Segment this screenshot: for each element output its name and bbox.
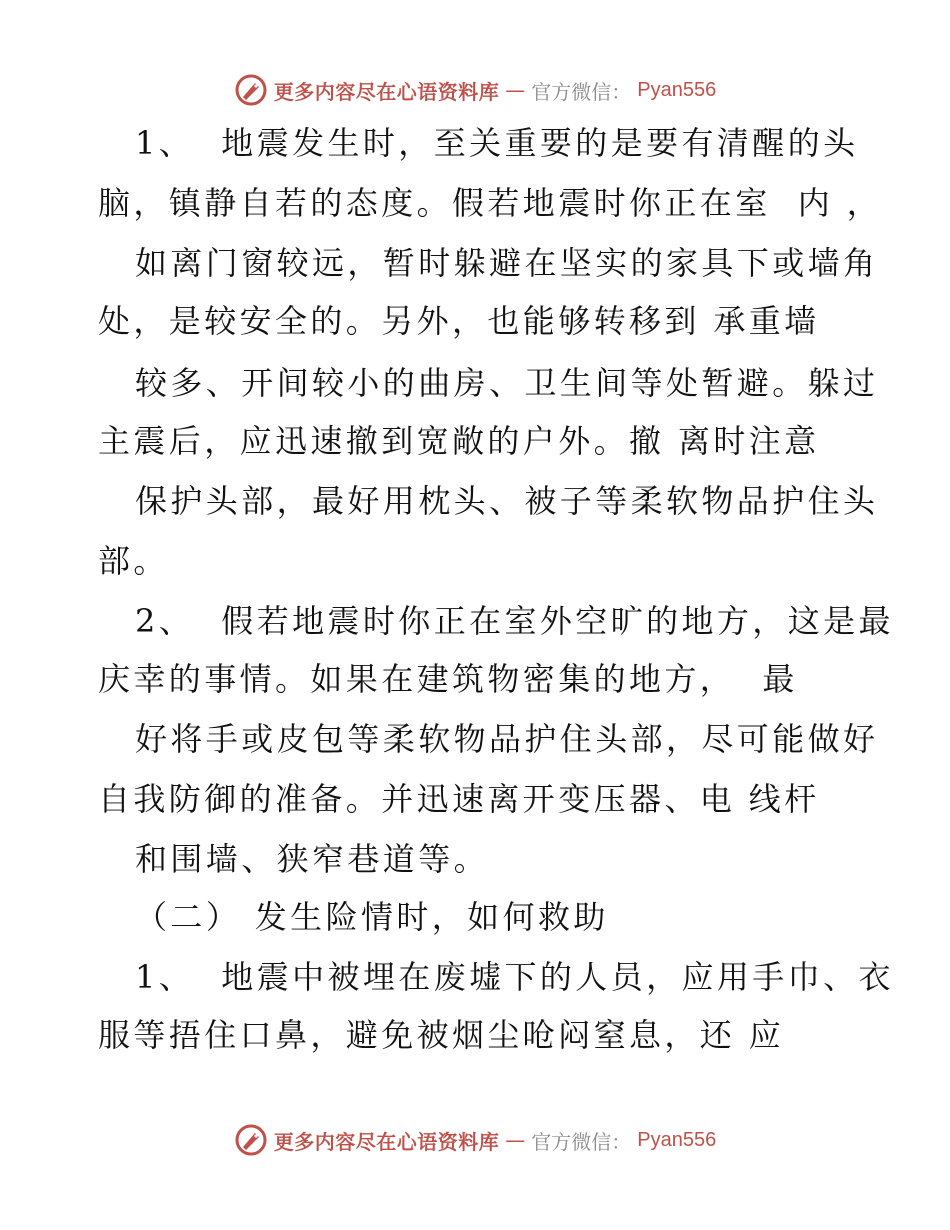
- text-line: 部。: [98, 542, 169, 580]
- text-line: 和围墙、狭窄巷道等。: [135, 840, 490, 878]
- text-line: 脑，镇静自若的态度。假若地震时你正在室 内 ，: [98, 184, 883, 222]
- text-line: 较多、开间较小的曲房、卫生间等处暂避。躲过: [135, 364, 879, 402]
- watermark-dash: —: [505, 78, 526, 102]
- text-line: 保护头部，最好用枕头、被子等柔软物品护住头: [135, 482, 879, 520]
- text-line: 1、 地震中被埋在废墟下的人员，应用手巾、衣: [135, 958, 894, 996]
- footer-watermark: [0, 1120, 950, 1160]
- watermark-dash: —: [505, 1128, 526, 1152]
- pen-nib-logo-icon: [234, 1123, 268, 1157]
- watermark-wechat-id: Pyan556: [637, 78, 717, 101]
- text-line: 2、 假若地震时你正在室外空旷的地方，这是最: [135, 602, 894, 640]
- watermark-wechat-id: Pyan556: [637, 1128, 717, 1151]
- text-line: 服等捂住口鼻，避免被烟尘呛闷窒息，还 应: [98, 1016, 785, 1054]
- section-heading: （二） 发生险情时，如何救助: [135, 898, 609, 936]
- pen-nib-logo-icon: [234, 73, 268, 107]
- text-line: 1、 地震发生时，至关重要的是要有清醒的头: [135, 124, 859, 162]
- text-line: 如离门窗较远，暂时躲避在坚实的家具下或墙角: [135, 244, 879, 282]
- watermark-text: 更多内容尽在心语资料库: [273, 79, 500, 104]
- watermark-text: 更多内容尽在心语资料库: [273, 1129, 500, 1154]
- header-watermark: [0, 70, 950, 110]
- text-line: 庆幸的事情。如果在建筑物密集的地方， 最: [98, 660, 798, 698]
- text-line: 处，是较安全的。另外，也能够转移到 承重墙: [98, 302, 820, 340]
- text-line: 好将手或皮包等柔软物品护住头部，尽可能做好: [135, 720, 879, 758]
- text-line: 主震后，应迅速撤到宽敞的户外。撤 离时注意: [98, 422, 820, 460]
- text-line: 自我防御的准备。并迅速离开变压器、电 线杆: [98, 780, 820, 818]
- watermark-label: 官方微信：: [531, 79, 632, 104]
- watermark-label: 官方微信：: [531, 1129, 632, 1154]
